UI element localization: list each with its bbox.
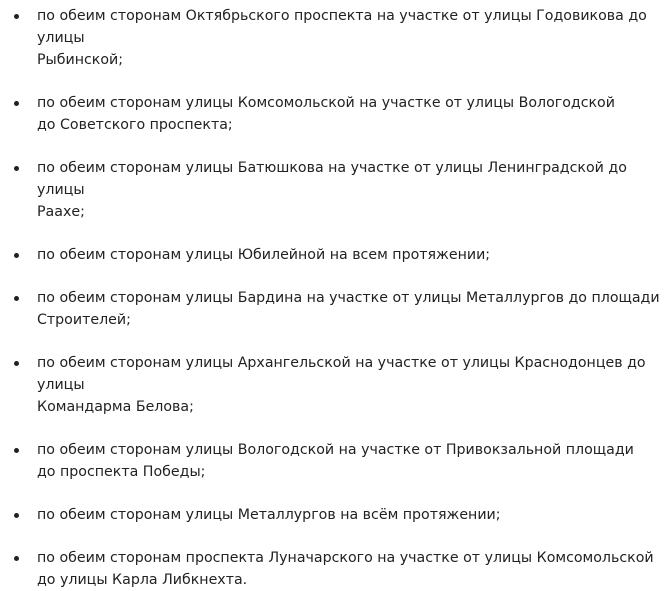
item-line-1: по обеим сторонам улицы Комсомольской на участке от улицы Вологодской <box>37 95 615 111</box>
item-line-1: по обеим сторонам улицы Юбилейной на всем протяжении; <box>37 247 491 263</box>
bullet-icon <box>14 296 19 301</box>
list-item <box>0 547 671 591</box>
bullet-icon <box>14 448 19 453</box>
bullet-icon <box>14 361 19 366</box>
bullet-icon <box>14 513 19 518</box>
street-list <box>0 5 671 591</box>
bullet-icon <box>14 14 19 19</box>
item-line-2: Командарма Белова; <box>37 399 194 415</box>
list-item <box>0 244 671 266</box>
list-item <box>0 504 671 526</box>
item-line-1: по обеим сторонам Октябрьского проспекта на участке от улицы Годовикова до улицы <box>37 8 647 46</box>
list-item <box>0 287 671 331</box>
item-line-2: Рыбинской; <box>37 52 124 68</box>
item-line-1: по обеим сторонам улицы Бардина на участке от улицы Металлургов до площади <box>37 290 660 306</box>
item-line-1: по обеим сторонам проспекта Луначарского на участке от улицы Комсомольской <box>37 550 654 566</box>
list-item <box>0 157 671 223</box>
item-line-2: до проспекта Победы; <box>37 464 206 480</box>
item-line-1: по обеим сторонам улицы Батюшкова на участке от улицы Ленинградской до улицы <box>37 160 627 198</box>
list-item <box>0 92 671 136</box>
item-line-2: Строителей; <box>37 312 131 328</box>
item-line-1: по обеим сторонам улицы Вологодской на участке от Привокзальной площади <box>37 442 634 458</box>
list-item <box>0 439 671 483</box>
list-item <box>0 5 671 71</box>
bullet-icon <box>14 556 19 561</box>
item-line-1: по обеим сторонам улицы Архангельской на участке от улицы Краснодонцев до улицы <box>37 355 646 393</box>
item-line-2: Раахе; <box>37 204 85 220</box>
item-line-1: по обеим сторонам улицы Металлургов на всём протяжении; <box>37 507 501 523</box>
item-line-2: до Советского проспекта; <box>37 117 233 133</box>
bullet-icon <box>14 166 19 171</box>
bullet-icon <box>14 101 19 106</box>
list-item <box>0 352 671 418</box>
bullet-icon <box>14 253 19 258</box>
item-line-2: до улицы Карла Либкнехта. <box>37 572 248 588</box>
